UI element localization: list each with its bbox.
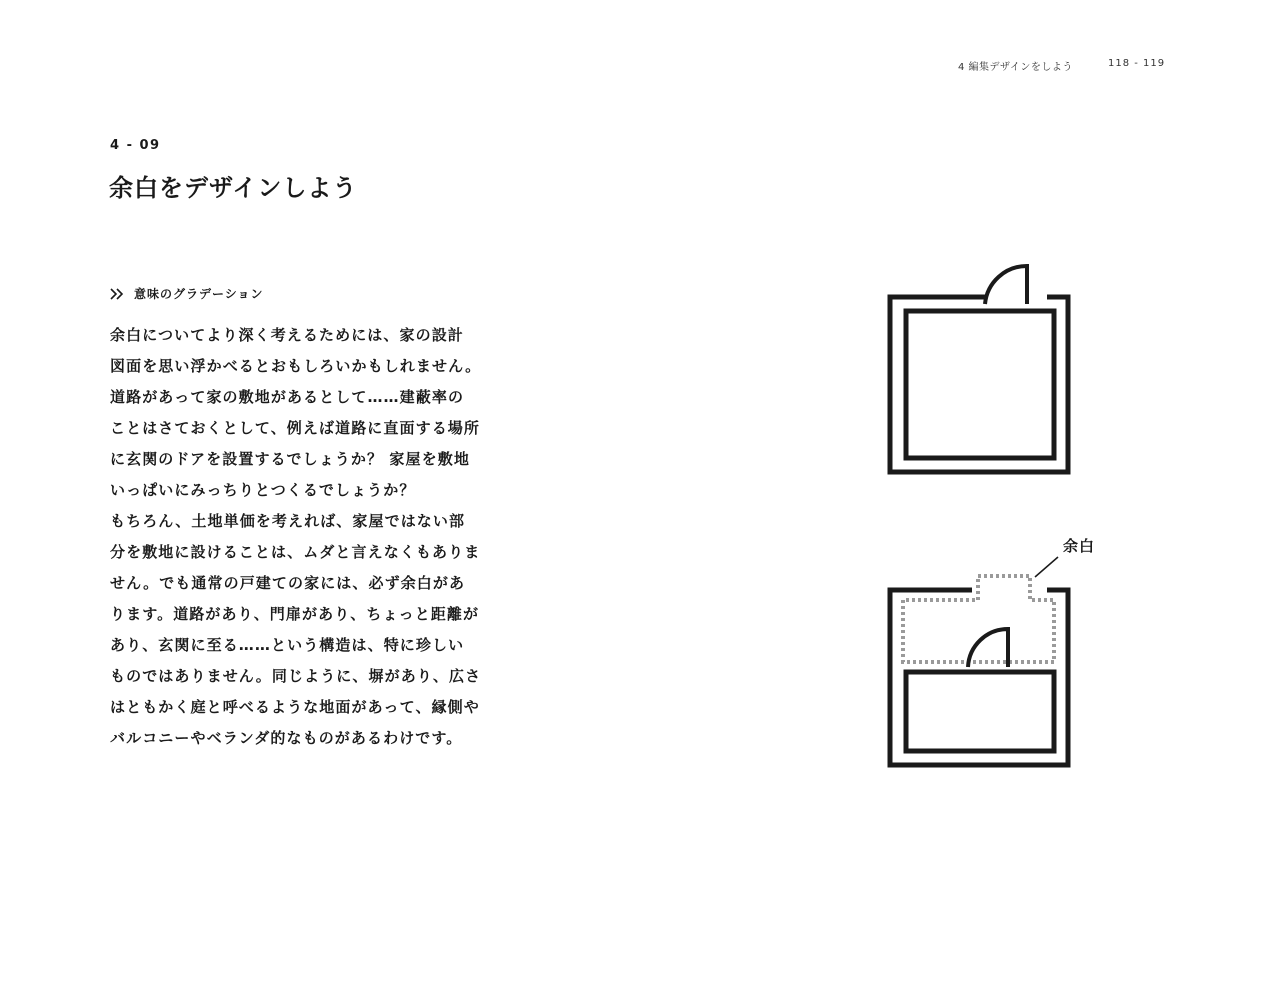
body-line: 図面を思い浮かべるとおもしろいかもしれません。 — [110, 357, 482, 375]
floor-plan-with-margin — [890, 557, 1068, 765]
body-line: 道路があって家の敷地があるとして……建蔽率の — [110, 388, 465, 406]
body-line: はともかく庭と呼べるような地面があって、縁側や — [110, 698, 480, 716]
lot-boundary-wall — [890, 590, 1068, 765]
body-line: ります。道路があり、門扉があり、ちょっと距離が — [110, 605, 480, 623]
body-line: ものではありません。同じように、塀があり、広さ — [110, 667, 482, 685]
body-line: バルコニーやベランダ的なものがあるわけです。 — [110, 729, 463, 747]
body-line: せん。でも通常の戸建ての家には、必ず余白があ — [110, 574, 466, 592]
house-wall — [906, 311, 1054, 458]
subheading — [110, 285, 264, 302]
subheading-label: 意味のグラデーション — [134, 287, 264, 301]
section-number: 4 - 09 — [110, 138, 161, 153]
floor-plan-diagrams — [850, 250, 1110, 780]
body-line: あり、玄関に至る……という構造は、特に珍しい — [110, 636, 465, 654]
body-text — [110, 320, 494, 754]
chapter-title: 4 編集デザインをしよう — [958, 62, 1073, 73]
body-line: もちろん、土地単価を考えれば、家屋ではない部 — [110, 512, 466, 530]
body-line: ことはさておくとして、例えば道路に直面する場所 — [110, 419, 481, 437]
page-numbers: 118 - 119 — [1108, 58, 1166, 69]
lot-boundary-wall — [890, 297, 1068, 472]
floor-plan-full-lot — [890, 266, 1068, 472]
running-header — [958, 58, 1165, 73]
double-chevron-right-icon — [110, 288, 126, 300]
body-line: に玄関のドアを設置するでしょうか？ 家屋を敷地 — [110, 450, 470, 468]
margin-callout-label: 余白 — [1063, 537, 1096, 555]
body-line: いっぱいにみっちりとつくるでしょうか？ — [110, 481, 416, 499]
section-title: 余白をデザインしよう — [109, 174, 358, 202]
door-swing — [985, 266, 1027, 304]
house-wall — [906, 672, 1054, 751]
body-line: 分を敷地に設けることは、ムダと言えなくもありま — [110, 543, 481, 561]
callout-leader-line — [1035, 557, 1058, 577]
body-line: 余白についてより深く考えるためには、家の設計 — [110, 326, 464, 344]
